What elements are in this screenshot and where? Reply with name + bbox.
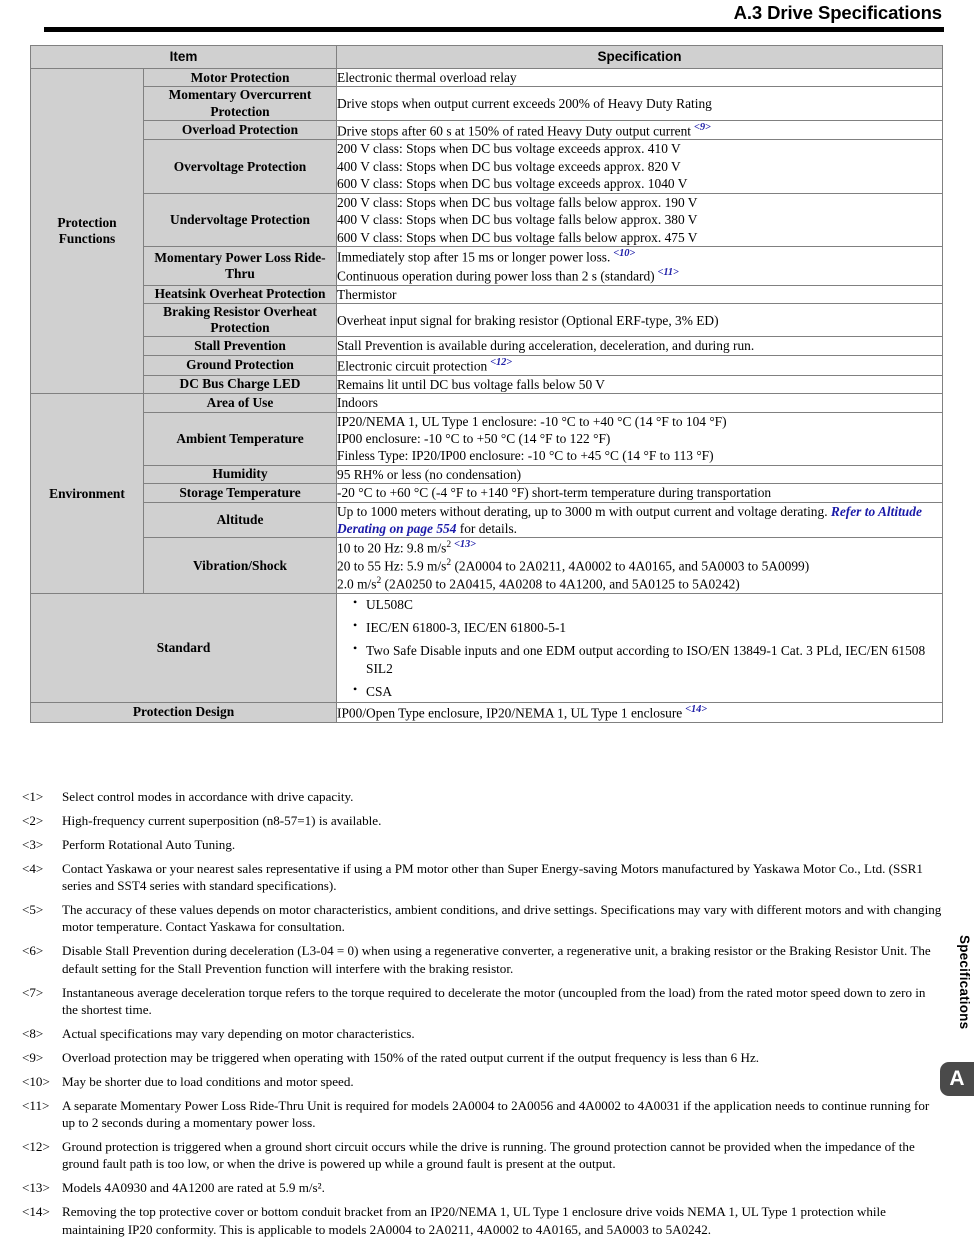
spec-cell xyxy=(337,285,943,303)
item-cell: Area of Use xyxy=(144,394,337,412)
spec-line: Thermistor xyxy=(337,286,397,302)
spec-cell xyxy=(337,355,943,375)
footnote-row xyxy=(22,788,944,805)
spec-line: 400 V class: Stops when DC bus voltage exceeds approx. 820 V xyxy=(337,158,681,174)
column-header-item: Item xyxy=(31,46,337,69)
footnote-text: Models 4A0930 and 4A1200 are rated at 5.9 m/s². xyxy=(62,1180,325,1196)
table-row xyxy=(31,394,943,412)
spec-line: IP20/NEMA 1, UL Type 1 enclosure: -10 °C to +40 °C (14 °F to 104 °F) xyxy=(337,413,727,429)
drive-specifications-table xyxy=(30,45,943,723)
spec-line: 200 V class: Stops when DC bus voltage falls below approx. 190 V xyxy=(337,194,698,210)
spec-cell xyxy=(337,69,943,87)
item-cell: Heatsink Overheat Protection xyxy=(144,285,337,303)
spec-line: Immediately stop after 15 ms or longer power loss. $^{<10>}$ xyxy=(337,248,636,265)
footnote-text: A separate Momentary Power Loss Ride-Thru Unit is required for models 2A0004 to 2A0056 and 4A0002 to 4A0031 if the application needs to continue running for up to 2 seconds during a momentary power loss. xyxy=(62,1097,930,1131)
table-row-protection-design xyxy=(31,702,943,722)
footnote-marker: <7> xyxy=(22,984,44,1000)
spec-line: Electronic circuit protection $^{<12>}$ xyxy=(337,356,512,374)
standard-bullet-item: • CSA xyxy=(353,683,942,700)
spec-cell-protection-design xyxy=(337,702,943,722)
table-row xyxy=(31,337,943,355)
spec-line: 20 to 55 Hz: 5.9 $m/s^2$ (2A0004 to 2A0211, 4A0002 to 4A0165, and 5A0003 to 5A0099) xyxy=(337,558,810,574)
footnote-ref: <13> xyxy=(454,539,476,551)
footnote-row xyxy=(22,1179,944,1196)
standard-bullet-item: • Two Safe Disable inputs and one EDM output according to ISO/EN 13849-1 Cat. 3 PLd, IEC/EN 61508 SIL2 xyxy=(353,642,942,676)
spec-line: 400 V class: Stops when DC bus voltage falls below approx. 380 V xyxy=(337,212,698,228)
footnote-marker: <9> xyxy=(22,1049,44,1065)
spec-line: Continuous operation during power loss than 2 s (standard) $^{<11>}$ xyxy=(337,266,679,284)
item-cell: Motor Protection xyxy=(144,69,337,87)
footnote-ref: <11> xyxy=(657,266,679,278)
footnote-text: Ground protection is triggered when a ground short circuit occurs while the drive is running. The ground protection cannot be provided when the impedance of the ground fault path is too low, or when the drive is powered up while a ground fault is present at the output. xyxy=(62,1139,915,1172)
item-cell: Humidity xyxy=(144,465,337,483)
item-cell: Vibration/Shock xyxy=(144,538,337,594)
item-cell: Momentary Power Loss Ride-Thru xyxy=(144,247,337,286)
footnotes-list xyxy=(22,788,944,1245)
table-row-standard xyxy=(31,594,943,703)
footnote-text: May be shorter due to load conditions and motor speed. xyxy=(62,1073,354,1089)
spec-line: -20 °C to +60 °C (-4 °F to +140 °F) short-term temperature during transportation xyxy=(337,485,772,501)
spec-line: IP00/Open Type enclosure, IP20/NEMA 1, UL Type 1 enclosure $^{<14>}$ xyxy=(337,703,707,721)
spec-cell xyxy=(337,337,943,355)
spec-line: IP00 enclosure: -10 °C to +50 °C (14 °F to 122 °F) xyxy=(337,430,611,446)
item-cell-protection-design: Protection Design xyxy=(31,702,337,722)
item-cell: DC Bus Charge LED xyxy=(144,375,337,393)
footnote-text: Contact Yaskawa or your nearest sales representative if using a PM motor other than Super Energy-saving Motors manufactured by Yaskawa Motor Co., Ltd. (SSR1 series and SST4 series with standard specifications). xyxy=(62,860,923,894)
footnote-row xyxy=(22,812,944,829)
table-row xyxy=(31,355,943,375)
item-cell: Momentary Overcurrent Protection xyxy=(144,87,337,120)
standard-bullet-list xyxy=(337,596,942,700)
category-cell-protection-functions: Protection Functions xyxy=(31,69,144,394)
spec-cell-standard xyxy=(337,594,943,703)
altitude-derating-link[interactable]: Refer to Altitude Derating on page 554 xyxy=(337,503,922,537)
item-cell: Braking Resistor Overheat Protection xyxy=(144,304,337,337)
footnote-row xyxy=(22,1203,944,1238)
table-header-row xyxy=(31,46,943,69)
footnote-marker: <12> xyxy=(22,1139,50,1154)
superscript: 2 xyxy=(446,558,452,569)
footnote-marker: <5> xyxy=(22,902,44,918)
superscript: 2 xyxy=(376,576,382,587)
footnote-row xyxy=(22,942,944,977)
footnote-row xyxy=(22,836,944,853)
footnote-marker: <11> xyxy=(22,1097,50,1113)
spec-line: Stall Prevention is available during acceleration, deceleration, and during run. xyxy=(337,338,755,354)
footnote-row xyxy=(22,1073,944,1090)
header-rule xyxy=(44,27,944,32)
item-cell: Undervoltage Protection xyxy=(144,193,337,246)
footnote-marker: <4> xyxy=(22,860,44,876)
table-row xyxy=(31,538,943,594)
footnote-marker: <1> xyxy=(22,789,44,804)
footnote-marker: <13> xyxy=(22,1180,50,1196)
spec-line: Overheat input signal for braking resistor (Optional ERF-type, 3% ED) xyxy=(337,312,719,328)
spec-line: Drive stops when output current exceeds 200% of Heavy Duty Rating xyxy=(337,95,712,111)
table-row xyxy=(31,193,943,246)
footnote-row xyxy=(22,1097,944,1132)
footnote-text: Removing the top protective cover or bottom conduit bracket from an IP20/NEMA 1, UL Type 1 enclosure drive voids NEMA 1, UL Type 1 protection while maintaining IP20 conformity. This is applicable to models 2A0004 to 2A0211, 4A0002 to 4A0165, and 5A0003 to 5A0242. xyxy=(62,1204,886,1237)
spec-cell xyxy=(337,502,943,538)
footnote-marker: <2> xyxy=(22,812,44,828)
spec-cell xyxy=(337,412,943,465)
footnote-text: Perform Rotational Auto Tuning. xyxy=(62,836,236,852)
table-body xyxy=(31,69,943,723)
side-appendix-tab: A xyxy=(940,1062,974,1096)
spec-cell xyxy=(337,465,943,483)
footnote-marker: <3> xyxy=(22,836,44,852)
spec-cell xyxy=(337,120,943,140)
footnote-ref: <9> xyxy=(694,121,711,133)
standard-bullet-item: • UL508C xyxy=(353,596,942,613)
item-cell: Ground Protection xyxy=(144,355,337,375)
footnote-row xyxy=(22,901,944,936)
footnote-row xyxy=(22,1025,944,1042)
footnote-marker: <6> xyxy=(22,943,44,959)
footnote-marker: <8> xyxy=(22,1025,44,1041)
table-row xyxy=(31,247,943,286)
spec-line: 2.0 $m/s^2$ (2A0250 to 2A0415, 4A0208 to 4A1200, and 5A0125 to 5A0242) xyxy=(337,576,740,592)
footnote-row xyxy=(22,1138,944,1173)
spec-cell xyxy=(337,193,943,246)
side-section-label: Specifications xyxy=(957,935,972,1030)
item-cell: Storage Temperature xyxy=(144,484,337,502)
column-header-specification: Specification xyxy=(337,46,943,69)
footnote-ref: <12> xyxy=(490,356,512,368)
standard-bullet-item: • IEC/EN 61800-3, IEC/EN 61800-5-1 xyxy=(353,619,942,636)
spec-cell xyxy=(337,247,943,286)
footnote-text: Select control modes in accordance with drive capacity. xyxy=(62,789,354,804)
table-row xyxy=(31,69,943,87)
item-cell-standard: Standard xyxy=(31,594,337,703)
spec-line: Up to 1000 meters without derating, up to 3000 m with output current and voltage derating. Refer to Altitude Derating on page 554 for details. xyxy=(337,503,922,537)
table-row xyxy=(31,285,943,303)
footnote-marker: <14> xyxy=(22,1204,50,1220)
page-title: A.3 Drive Specifications xyxy=(733,2,942,23)
spec-line: 600 V class: Stops when DC bus voltage exceeds approx. 1040 V xyxy=(337,176,688,192)
spec-line: Finless Type: IP20/IP00 enclosure: -10 °C to +45 °C (14 °F to 113 °F) xyxy=(337,448,714,464)
drive-specifications-table-wrap xyxy=(30,45,942,723)
item-cell: Altitude xyxy=(144,502,337,538)
footnote-marker: <10> xyxy=(22,1073,50,1089)
footnote-text: The accuracy of these values depends on motor characteristics, ambient conditions, and drive settings. Specifications may vary with different motors and with changing motor temperature. Contact Yaskawa for consultation. xyxy=(62,902,942,935)
footnote-text: High-frequency current superposition (n8-57=1) is available. xyxy=(62,812,382,828)
footnote-text: Actual specifications may vary depending on motor characteristics. xyxy=(62,1025,415,1041)
page-header xyxy=(0,0,974,30)
table-row xyxy=(31,140,943,193)
table-row xyxy=(31,484,943,502)
table-row xyxy=(31,412,943,465)
footnote-text: Disable Stall Prevention during deceleration (L3-04 = 0) when using a regenerative converter, a regenerative unit, a braking resistor or the Braking Resistor Unit. The default setting for the Stall Prevention function will interfere with the braking resistor. xyxy=(62,943,931,976)
table-row xyxy=(31,304,943,337)
spec-line: 600 V class: Stops when DC bus voltage falls below approx. 475 V xyxy=(337,229,698,245)
footnote-row xyxy=(22,860,944,895)
spec-line: Indoors xyxy=(337,395,378,411)
spec-cell xyxy=(337,140,943,193)
footnote-ref: <10> xyxy=(613,248,636,259)
spec-line: 200 V class: Stops when DC bus voltage exceeds approx. 410 V xyxy=(337,141,681,157)
spec-cell xyxy=(337,484,943,502)
table-row xyxy=(31,502,943,538)
spec-cell xyxy=(337,538,943,594)
footnote-row xyxy=(22,1049,944,1066)
item-cell: Ambient Temperature xyxy=(144,412,337,465)
spec-cell xyxy=(337,375,943,393)
table-row xyxy=(31,465,943,483)
table-row xyxy=(31,120,943,140)
footnote-ref: <14> xyxy=(685,703,707,715)
spec-cell xyxy=(337,87,943,120)
spec-cell xyxy=(337,394,943,412)
footnote-text: Instantaneous average deceleration torque refers to the torque required to decelerate the motor (uncoupled from the load) from the rated motor speed down to zero in the shortest time. xyxy=(62,984,926,1018)
item-cell: Overvoltage Protection xyxy=(144,140,337,193)
category-cell-environment: Environment xyxy=(31,394,144,594)
spec-line: 10 to 20 Hz: 9.8 $m/s^2$ $^{<13>}$ xyxy=(337,539,476,556)
spec-line: 95 RH% or less (no condensation) xyxy=(337,466,522,482)
footnote-row xyxy=(22,984,944,1019)
spec-line: Electronic thermal overload relay xyxy=(337,70,517,85)
spec-line: Drive stops after 60 s at 150% of rated Heavy Duty output current $^{<9>}$ xyxy=(337,121,711,139)
spec-line: Remains lit until DC bus voltage falls below 50 V xyxy=(337,376,605,392)
item-cell: Overload Protection xyxy=(144,120,337,140)
spec-cell xyxy=(337,304,943,337)
superscript: 2 xyxy=(446,540,452,551)
footnote-text: Overload protection may be triggered when operating with 150% of the rated output current if the output frequency is less than 6 Hz. xyxy=(62,1049,760,1065)
item-cell: Stall Prevention xyxy=(144,337,337,355)
table-row xyxy=(31,87,943,120)
table-row xyxy=(31,375,943,393)
